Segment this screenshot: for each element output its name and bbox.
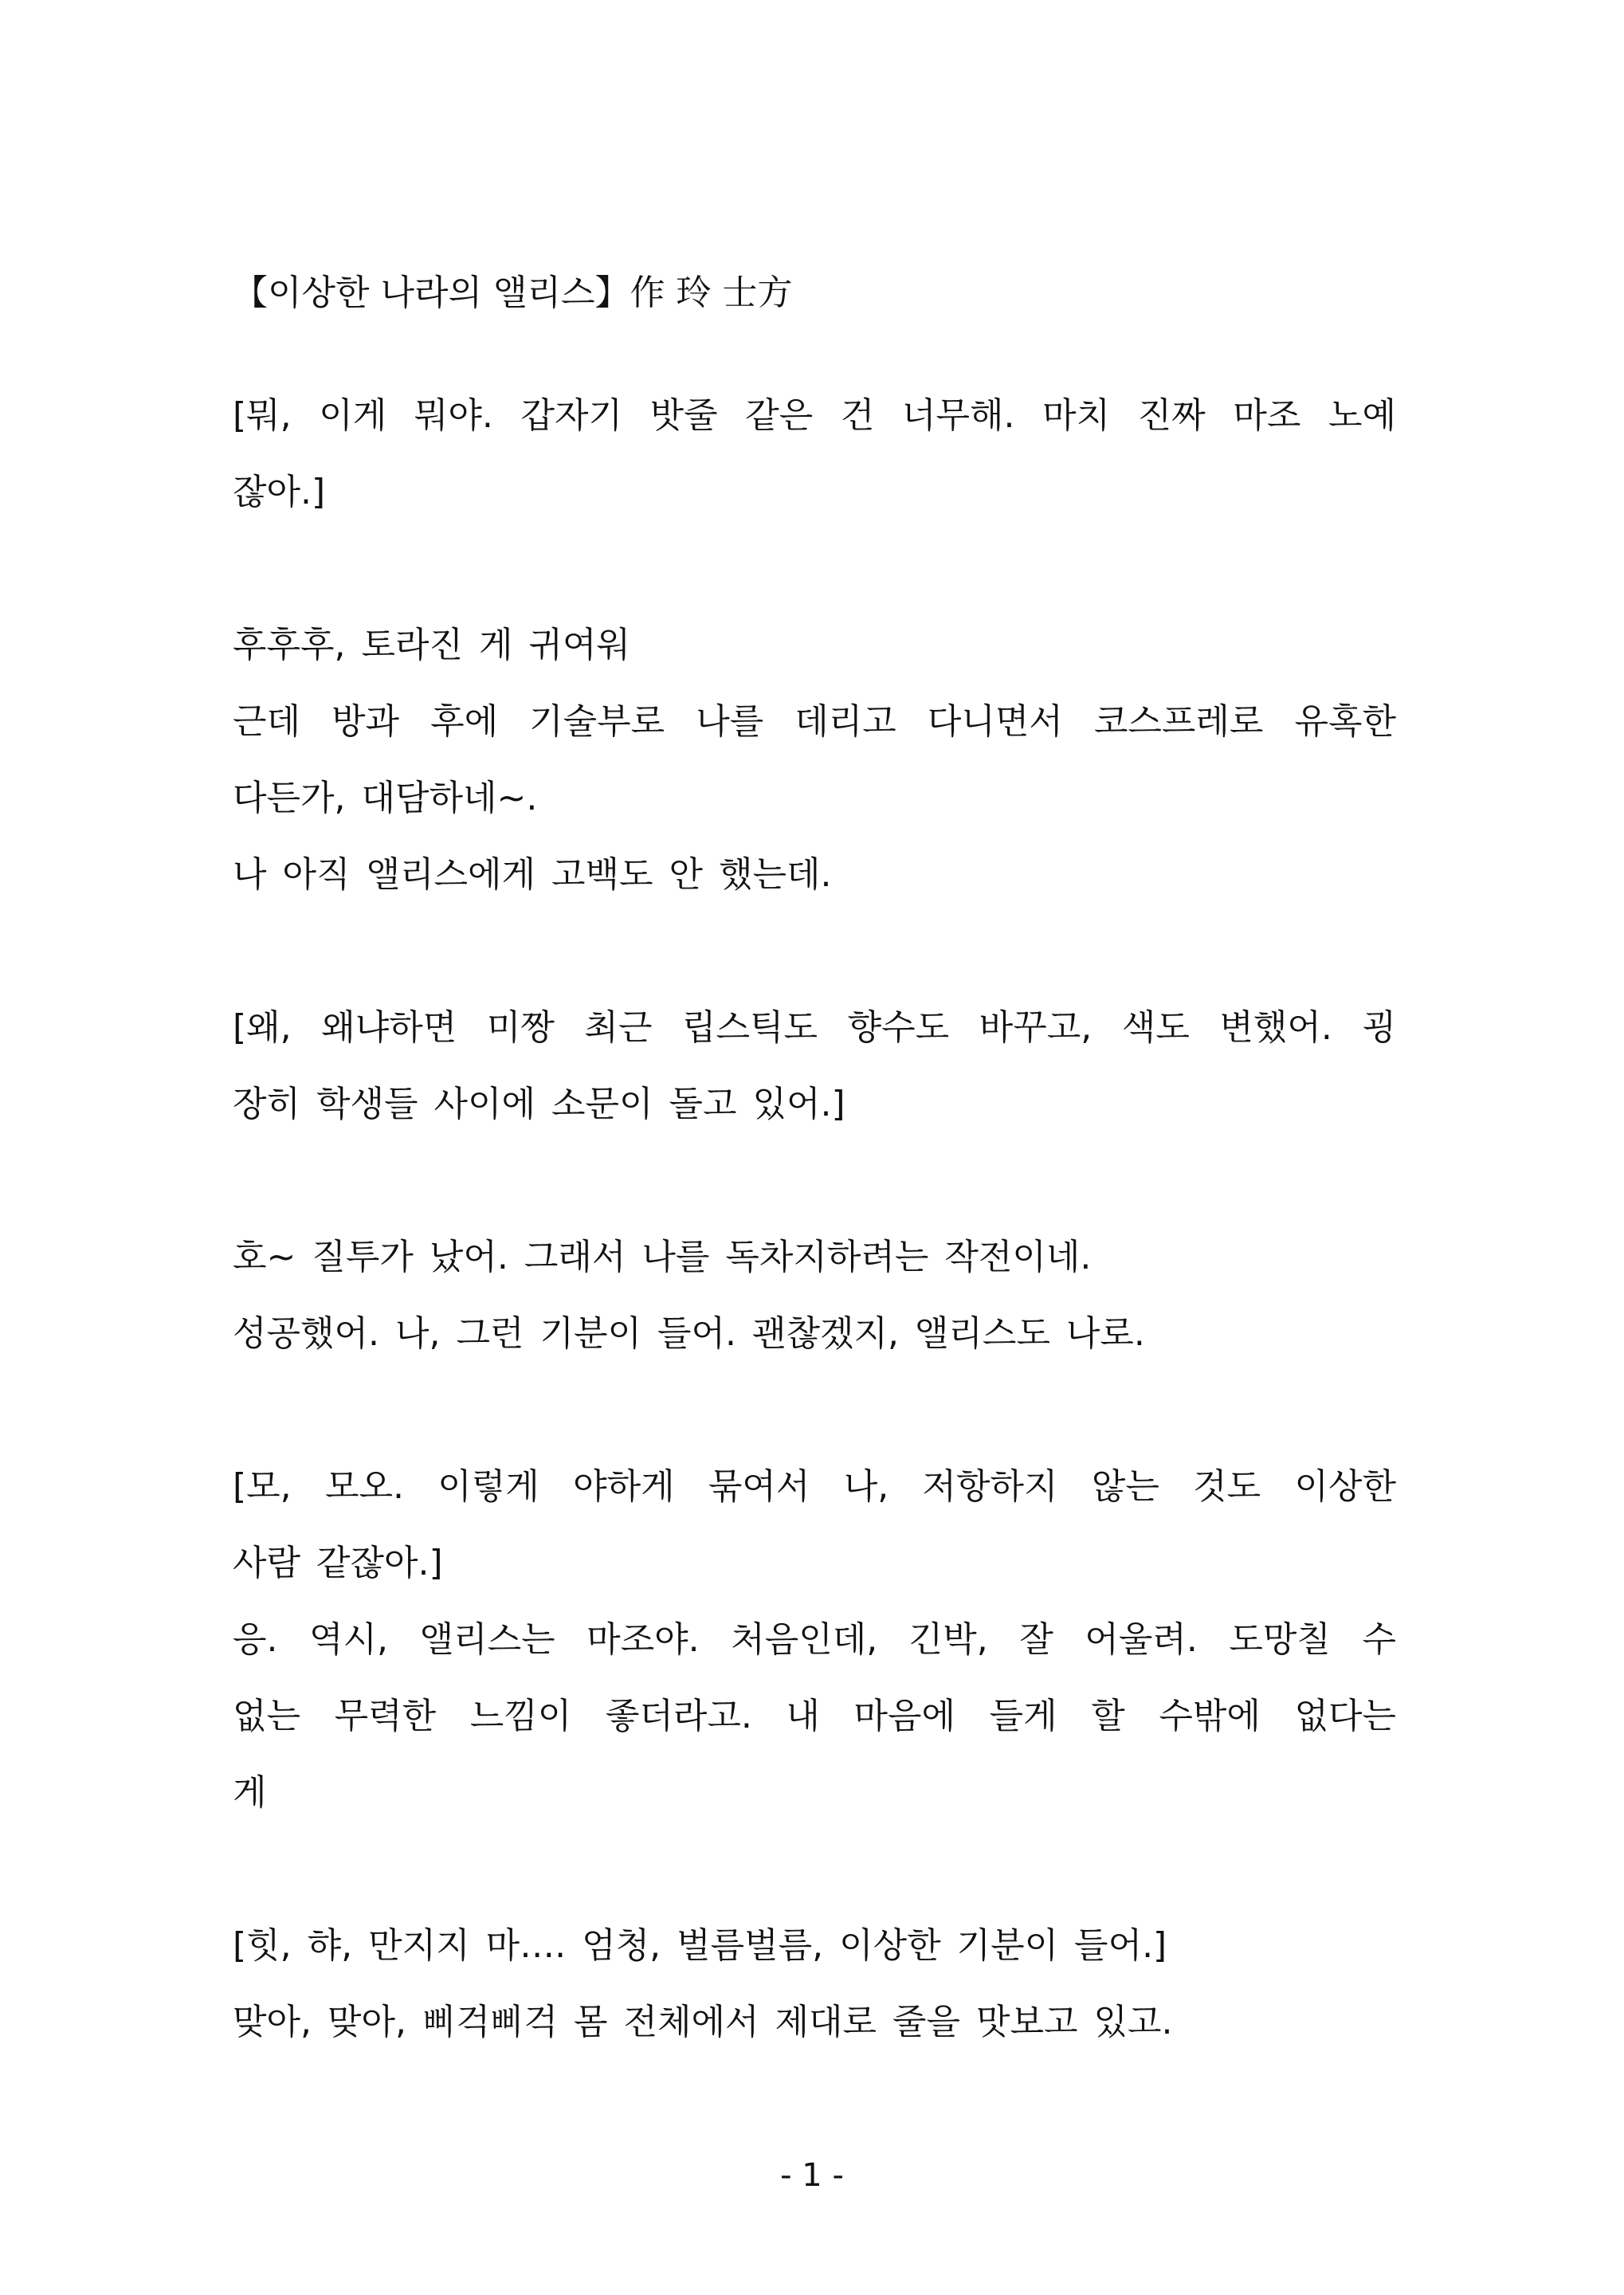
text-line: 없는 무력한 느낌이 좋더라고. 내 마음에 들게 할 수밖에 없다는 bbox=[233, 1696, 1396, 1736]
paragraph-2 bbox=[233, 607, 1396, 913]
text-line: 장히 학생들 사이에 소문이 돌고 있어.] bbox=[233, 1084, 845, 1124]
document-body bbox=[233, 255, 1396, 2061]
text-line: 잖아.] bbox=[233, 472, 326, 512]
text-line: 후후후, 토라진 게 귀여워 bbox=[233, 625, 630, 665]
text-line: 근데 방과 후에 기술부로 나를 데리고 다니면서 코스프레로 유혹한 bbox=[233, 701, 1396, 742]
paragraph-6 bbox=[233, 1908, 1396, 2061]
text-line: 응. 역시, 앨리스는 마조야. 처음인데, 긴박, 잘 어울려. 도망칠 수 bbox=[233, 1619, 1396, 1660]
text-line: 호~ 질투가 났어. 그래서 나를 독차지하려는 작전이네. bbox=[233, 1237, 1092, 1277]
text-line: [힛, 햐, 만지지 마…. 엄청, 벌름벌름, 이상한 기분이 들어.] bbox=[233, 1925, 1167, 1966]
page-number: - 1 - bbox=[780, 2157, 844, 2194]
text-line: 맞아, 맞아, 삐걱삐걱 몸 전체에서 제대로 줄을 맛보고 있고. bbox=[233, 2002, 1173, 2042]
text-line: 사람 같잖아.] bbox=[233, 1543, 443, 1583]
text-line: [왜, 왜냐하면 미짱 최근 립스틱도 향수도 바꾸고, 색도 변했어. 굉 bbox=[233, 1007, 1396, 1048]
paragraph-4 bbox=[233, 1219, 1396, 1372]
text-line: 게 bbox=[233, 1772, 267, 1813]
paragraph-1 bbox=[233, 378, 1396, 531]
text-line: 다든가, 대담하네~. bbox=[233, 778, 538, 818]
text-line: [뭐, 이게 뭐야. 갑자기 밧줄 같은 건 너무해. 마치 진짜 마조 노예 bbox=[233, 395, 1396, 436]
text-line: 나 아직 앨리스에게 고백도 안 했는데. bbox=[233, 854, 832, 895]
paragraph-3 bbox=[233, 990, 1396, 1143]
paragraph-5 bbox=[233, 1449, 1396, 1831]
text-line: [모, 모오. 이렇게 야하게 묶여서 나, 저항하지 않는 것도 이상한 bbox=[233, 1466, 1396, 1507]
text-line: 성공했어. 나, 그런 기분이 들어. 괜찮겠지, 앨리스도 나로. bbox=[233, 1313, 1145, 1354]
document-title: 【이상한 나라의 앨리스】作 玲 士方 bbox=[233, 273, 793, 313]
